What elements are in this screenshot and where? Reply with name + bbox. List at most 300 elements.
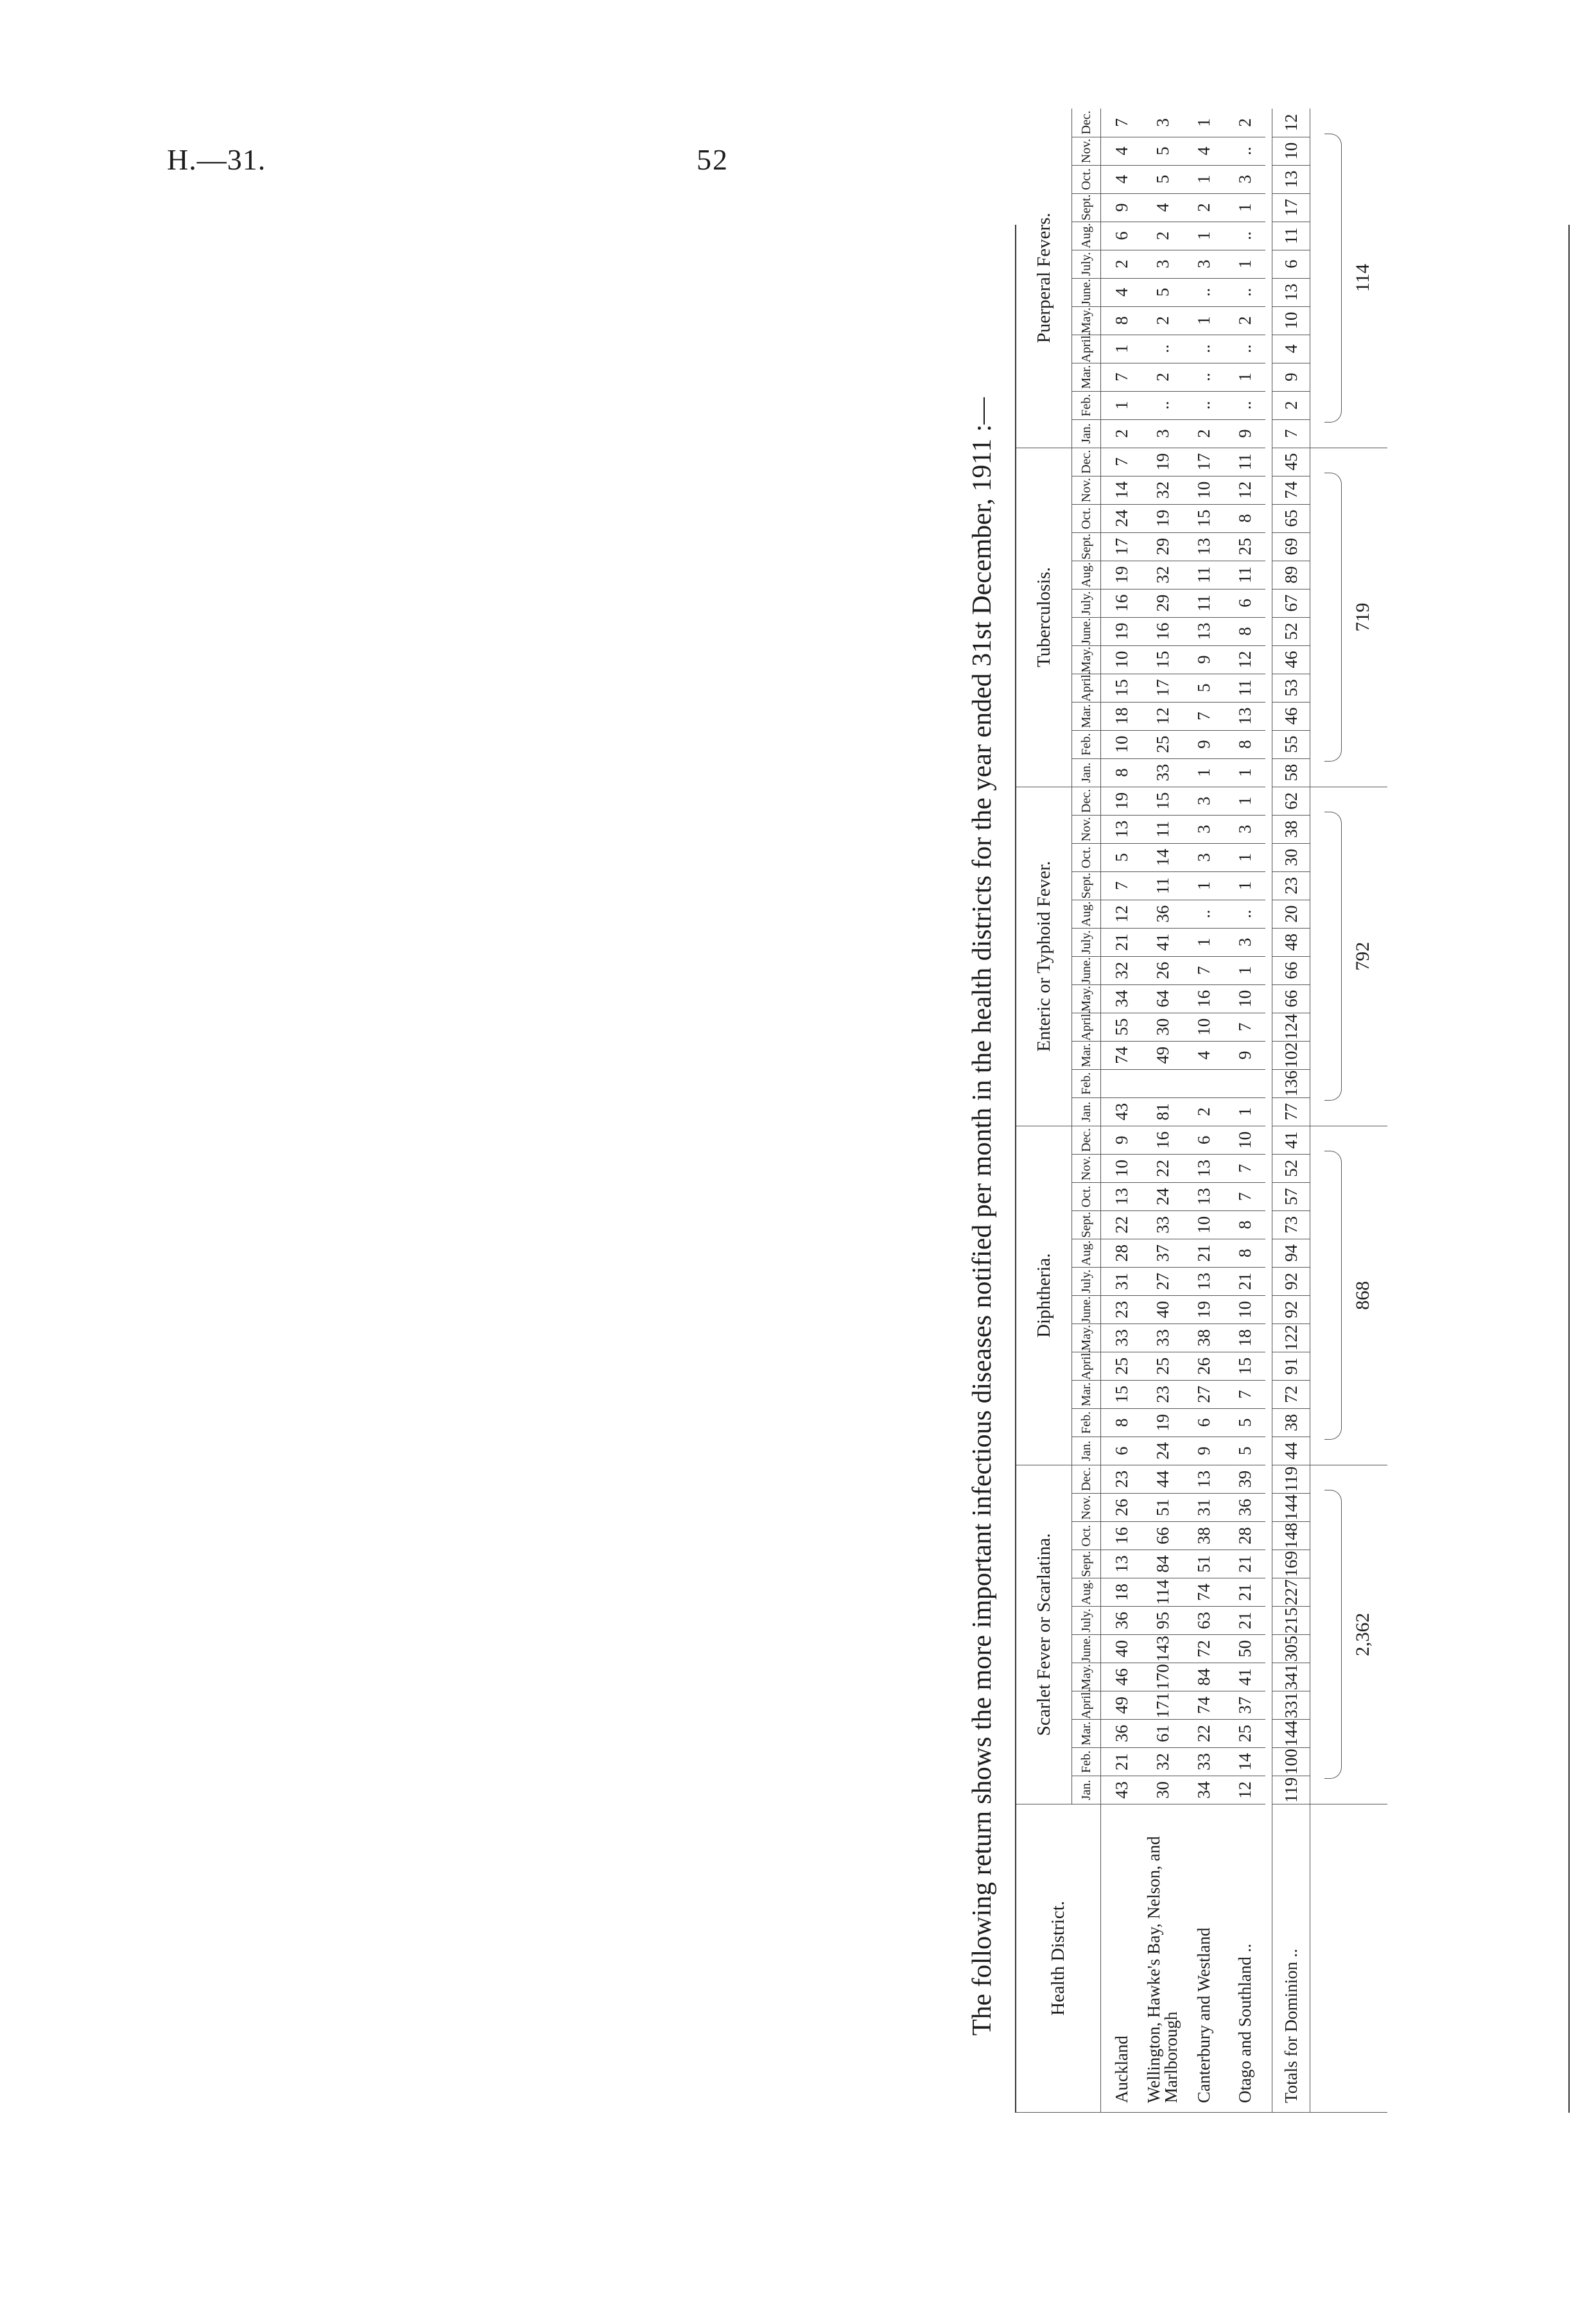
count-cell: 3 <box>1142 419 1183 448</box>
count-cell: 12 <box>1224 645 1265 674</box>
page-number: 52 <box>697 143 729 176</box>
count-cell: 14 <box>1142 843 1183 871</box>
count-cell: 27 <box>1183 1380 1224 1408</box>
count-cell: 13 <box>1183 532 1224 561</box>
count-cell: 305 <box>1272 1635 1310 1663</box>
count-cell: 1 <box>1183 306 1224 335</box>
count-cell: 11 <box>1224 561 1265 589</box>
count-cell: 64 <box>1142 984 1183 1013</box>
count-cell: 92 <box>1272 1295 1310 1323</box>
count-cell: 1 <box>1183 109 1224 137</box>
count-cell: 22 <box>1142 1154 1183 1182</box>
count-cell: 7 <box>1101 363 1143 391</box>
month-header: Jan. <box>1072 1097 1101 1126</box>
count-cell: 13 <box>1183 1154 1224 1182</box>
count-cell: 5 <box>1142 278 1183 306</box>
count-cell: 9 <box>1101 193 1143 222</box>
count-cell: 25 <box>1142 1352 1183 1380</box>
count-cell: 8 <box>1224 730 1265 758</box>
grand-total-value: 114 <box>1351 263 1373 292</box>
count-cell: 92 <box>1272 1267 1310 1295</box>
month-header: Feb. <box>1072 391 1101 419</box>
count-cell: 1 <box>1224 871 1265 900</box>
count-cell: 11 <box>1142 871 1183 900</box>
table-row <box>1142 109 1183 2112</box>
district-name: Otago and Southland .. <box>1224 1804 1265 2113</box>
table-row <box>1101 109 1143 2112</box>
count-cell: 38 <box>1272 815 1310 843</box>
month-header: Dec. <box>1072 1126 1101 1154</box>
count-cell: 77 <box>1272 1097 1310 1126</box>
count-cell: 13 <box>1272 278 1310 306</box>
disease-header: Tuberculosis. <box>1016 448 1072 787</box>
count-cell: 2 <box>1183 193 1224 222</box>
count-cell: .. <box>1224 222 1265 250</box>
count-cell: 7 <box>1224 1182 1265 1210</box>
count-cell: 32 <box>1142 561 1183 589</box>
count-cell: .. <box>1224 900 1265 928</box>
month-header: April. <box>1072 674 1101 702</box>
count-cell: 1 <box>1101 391 1143 419</box>
count-cell: 22 <box>1183 1720 1224 1748</box>
count-cell: 61 <box>1142 1720 1183 1748</box>
count-cell: 46 <box>1272 645 1310 674</box>
month-header: Mar. <box>1072 702 1101 730</box>
count-cell: 31 <box>1101 1267 1143 1295</box>
count-cell: 3 <box>1224 815 1265 843</box>
count-cell: 21 <box>1101 928 1143 956</box>
count-cell: 41 <box>1272 1126 1310 1154</box>
count-cell: 41 <box>1142 928 1183 956</box>
count-cell: 30 <box>1272 843 1310 871</box>
month-header: Mar. <box>1072 363 1101 391</box>
count-cell: 1 <box>1183 758 1224 787</box>
grand-total-cell <box>1310 109 1388 448</box>
count-cell: 21 <box>1183 1239 1224 1267</box>
count-cell: 19 <box>1101 787 1143 815</box>
month-header: Mar. <box>1072 1380 1101 1408</box>
month-header: June. <box>1072 1295 1101 1323</box>
count-cell: 4 <box>1272 335 1310 363</box>
count-cell: 21 <box>1101 1748 1143 1776</box>
count-cell: 30 <box>1142 1776 1183 1804</box>
count-cell: 34 <box>1183 1776 1224 1804</box>
count-cell: 4 <box>1101 165 1143 193</box>
count-cell: 10 <box>1183 476 1224 504</box>
grand-total-value: 792 <box>1351 941 1373 971</box>
count-cell: 18 <box>1101 702 1143 730</box>
count-cell: 17 <box>1101 532 1143 561</box>
count-cell: 3 <box>1183 815 1224 843</box>
month-header: Feb. <box>1072 1748 1101 1776</box>
count-cell: 7 <box>1183 956 1224 984</box>
count-cell: 5 <box>1224 1437 1265 1465</box>
count-cell: 28 <box>1224 1522 1265 1550</box>
month-header: Mar. <box>1072 1720 1101 1748</box>
count-cell: 136 <box>1272 1069 1310 1097</box>
count-cell <box>1224 1069 1265 1097</box>
count-cell: 5 <box>1142 165 1183 193</box>
count-cell: 2 <box>1183 419 1224 448</box>
count-cell: 50 <box>1224 1635 1265 1663</box>
month-header: Dec. <box>1072 787 1101 815</box>
count-cell: 15 <box>1101 674 1143 702</box>
count-cell: 9 <box>1272 363 1310 391</box>
count-cell: 9 <box>1224 419 1265 448</box>
count-cell: 65 <box>1272 504 1310 532</box>
count-cell: 29 <box>1142 532 1183 561</box>
month-header: Jan. <box>1072 758 1101 787</box>
district-name: Wellington, Hawke's Bay, Nelson, and Marlborough <box>1142 1804 1183 2113</box>
count-cell: 16 <box>1142 617 1183 645</box>
count-cell: 25 <box>1142 730 1183 758</box>
count-cell: 170 <box>1142 1663 1183 1691</box>
count-cell: 8 <box>1224 1239 1265 1267</box>
count-cell: 1 <box>1183 222 1224 250</box>
count-cell: 9 <box>1101 1126 1143 1154</box>
count-cell: 45 <box>1272 448 1310 476</box>
count-cell: 73 <box>1272 1210 1310 1239</box>
district-name: Auckland <box>1101 1804 1143 2113</box>
count-cell: 25 <box>1224 1720 1265 1748</box>
count-cell: 10 <box>1272 306 1310 335</box>
count-cell: 4 <box>1142 193 1183 222</box>
count-cell: 67 <box>1272 589 1310 617</box>
month-header: Sept. <box>1072 1550 1101 1578</box>
count-cell: 119 <box>1272 1776 1310 1804</box>
month-header: July. <box>1072 1267 1101 1295</box>
count-cell: 27 <box>1142 1267 1183 1295</box>
month-header: Aug. <box>1072 561 1101 589</box>
count-cell: 13 <box>1101 1182 1143 1210</box>
totals-row <box>1272 109 1310 2112</box>
month-header: Mar. <box>1072 1041 1101 1069</box>
count-cell: .. <box>1224 391 1265 419</box>
count-cell: 72 <box>1183 1635 1224 1663</box>
count-cell: 13 <box>1272 165 1310 193</box>
count-cell: 13 <box>1101 815 1143 843</box>
count-cell: 143 <box>1142 1635 1183 1663</box>
month-header: Nov. <box>1072 815 1101 843</box>
count-cell: 227 <box>1272 1578 1310 1607</box>
count-cell: 3 <box>1224 928 1265 956</box>
month-header: April. <box>1072 1352 1101 1380</box>
count-cell: 7 <box>1224 1380 1265 1408</box>
count-cell: 25 <box>1101 1352 1143 1380</box>
month-header: Oct. <box>1072 843 1101 871</box>
disease-header: Diphtheria. <box>1016 1126 1072 1465</box>
month-header: Sept. <box>1072 193 1101 222</box>
month-header: Oct. <box>1072 504 1101 532</box>
count-cell: 19 <box>1142 448 1183 476</box>
count-cell: 11 <box>1183 561 1224 589</box>
count-cell: 20 <box>1272 900 1310 928</box>
count-cell: 17 <box>1142 674 1183 702</box>
count-cell: 124 <box>1272 1013 1310 1041</box>
count-cell: 24 <box>1142 1182 1183 1210</box>
count-cell: 119 <box>1272 1465 1310 1493</box>
count-cell: 10 <box>1183 1013 1224 1041</box>
grand-total-cell <box>1310 448 1388 787</box>
count-cell: 46 <box>1101 1663 1143 1691</box>
count-cell: 31 <box>1183 1494 1224 1522</box>
count-cell: 341 <box>1272 1663 1310 1691</box>
count-cell: 2 <box>1101 250 1143 278</box>
count-cell: 9 <box>1183 1437 1224 1465</box>
count-cell: .. <box>1183 335 1224 363</box>
count-cell: 26 <box>1183 1352 1224 1380</box>
count-cell: 12 <box>1224 476 1265 504</box>
count-cell: 6 <box>1183 1126 1224 1154</box>
count-cell: 28 <box>1101 1239 1143 1267</box>
month-header: July. <box>1072 928 1101 956</box>
count-cell: 4 <box>1183 137 1224 165</box>
count-cell: 8 <box>1224 1210 1265 1239</box>
count-cell: 72 <box>1272 1380 1310 1408</box>
count-cell: 7 <box>1101 448 1143 476</box>
count-cell: 6 <box>1224 589 1265 617</box>
count-cell: 32 <box>1101 956 1143 984</box>
page-reference: H.—31. <box>167 143 266 176</box>
count-cell: 49 <box>1142 1041 1183 1069</box>
count-cell: 5 <box>1224 1408 1265 1437</box>
grand-total-value: 2,362 <box>1351 1612 1373 1657</box>
count-cell: 23 <box>1272 871 1310 900</box>
count-cell: 4 <box>1101 278 1143 306</box>
count-cell: 15 <box>1224 1352 1265 1380</box>
count-cell: 12 <box>1101 900 1143 928</box>
count-cell: 3 <box>1183 843 1224 871</box>
count-cell: .. <box>1183 278 1224 306</box>
count-cell: 62 <box>1272 787 1310 815</box>
count-cell: 10 <box>1272 137 1310 165</box>
count-cell: 3 <box>1142 109 1183 137</box>
count-cell: 74 <box>1272 476 1310 504</box>
count-cell: 13 <box>1101 1550 1143 1578</box>
count-cell: 19 <box>1101 617 1143 645</box>
count-cell: 58 <box>1272 758 1310 787</box>
count-cell: 10 <box>1101 1154 1143 1182</box>
count-cell: 55 <box>1101 1013 1143 1041</box>
count-cell: 7 <box>1101 109 1143 137</box>
month-header: Sept. <box>1072 1210 1101 1239</box>
count-cell: 21 <box>1224 1607 1265 1635</box>
count-cell: 144 <box>1272 1720 1310 1748</box>
count-cell: 12 <box>1272 109 1310 137</box>
count-cell: 21 <box>1224 1267 1265 1295</box>
count-cell: .. <box>1183 391 1224 419</box>
count-cell: 11 <box>1224 674 1265 702</box>
count-cell: 25 <box>1224 532 1265 561</box>
brace <box>1324 1151 1342 1440</box>
count-cell: 9 <box>1224 1041 1265 1069</box>
count-cell: 19 <box>1183 1295 1224 1323</box>
month-header: Oct. <box>1072 1522 1101 1550</box>
table-frame <box>1015 110 1570 2113</box>
count-cell: 9 <box>1183 730 1224 758</box>
grand-total-cell <box>1310 1465 1388 1804</box>
count-cell: 11 <box>1224 448 1265 476</box>
count-cell: 5 <box>1142 137 1183 165</box>
month-header: May. <box>1072 1323 1101 1352</box>
count-cell: .. <box>1142 391 1183 419</box>
count-cell: 1 <box>1183 165 1224 193</box>
count-cell: .. <box>1183 900 1224 928</box>
month-header: April. <box>1072 1691 1101 1720</box>
count-cell: 8 <box>1224 504 1265 532</box>
count-cell: 36 <box>1142 900 1183 928</box>
count-cell: 15 <box>1142 787 1183 815</box>
month-header: Jan. <box>1072 1776 1101 1804</box>
count-cell: 81 <box>1142 1097 1183 1126</box>
count-cell: 1 <box>1224 758 1265 787</box>
count-cell: 1 <box>1183 871 1224 900</box>
month-header: June. <box>1072 278 1101 306</box>
count-cell: 18 <box>1224 1323 1265 1352</box>
count-cell: 21 <box>1224 1578 1265 1607</box>
count-cell: 9 <box>1183 645 1224 674</box>
month-header: May. <box>1072 1663 1101 1691</box>
district-column-header: Health District. <box>1016 1804 1101 2113</box>
count-cell: 30 <box>1142 1013 1183 1041</box>
count-cell: 94 <box>1272 1239 1310 1267</box>
count-cell: .. <box>1224 335 1265 363</box>
month-header: Sept. <box>1072 871 1101 900</box>
count-cell: 36 <box>1224 1494 1265 1522</box>
spacer-row <box>1265 109 1272 2112</box>
count-cell: 19 <box>1101 561 1143 589</box>
month-header: Sept. <box>1072 532 1101 561</box>
count-cell: 57 <box>1272 1182 1310 1210</box>
month-header: May. <box>1072 984 1101 1013</box>
count-cell: 5 <box>1101 843 1143 871</box>
count-cell: 7 <box>1224 1154 1265 1182</box>
count-cell: 15 <box>1183 504 1224 532</box>
count-cell: 29 <box>1142 589 1183 617</box>
count-cell: 144 <box>1272 1494 1310 1522</box>
count-cell: 41 <box>1224 1663 1265 1691</box>
count-cell: .. <box>1142 335 1183 363</box>
count-cell: 24 <box>1142 1437 1183 1465</box>
count-cell: 1 <box>1183 928 1224 956</box>
month-header: May. <box>1072 645 1101 674</box>
count-cell: 10 <box>1224 1295 1265 1323</box>
count-cell: 33 <box>1142 1323 1183 1352</box>
count-cell: 2 <box>1142 363 1183 391</box>
count-cell: 38 <box>1272 1408 1310 1437</box>
count-cell: 6 <box>1272 250 1310 278</box>
count-cell: 13 <box>1183 1465 1224 1493</box>
count-cell: 66 <box>1142 1522 1183 1550</box>
count-cell: 15 <box>1101 1380 1143 1408</box>
disease-header-row <box>1016 109 1072 2112</box>
count-cell: 34 <box>1101 984 1143 1013</box>
count-cell: .. <box>1224 278 1265 306</box>
count-cell: 33 <box>1183 1748 1224 1776</box>
count-cell: 26 <box>1142 956 1183 984</box>
count-cell: 1 <box>1224 193 1265 222</box>
count-cell: 3 <box>1224 165 1265 193</box>
count-cell: 19 <box>1142 504 1183 532</box>
count-cell: 2 <box>1142 306 1183 335</box>
count-cell: 2 <box>1101 419 1143 448</box>
count-cell: 40 <box>1142 1295 1183 1323</box>
count-cell: 32 <box>1142 1748 1183 1776</box>
count-cell: 3 <box>1183 250 1224 278</box>
count-cell: 1 <box>1224 363 1265 391</box>
month-header: June. <box>1072 956 1101 984</box>
count-cell: 171 <box>1142 1691 1183 1720</box>
month-header: July. <box>1072 250 1101 278</box>
month-header: Jan. <box>1072 419 1101 448</box>
count-cell: 33 <box>1101 1323 1143 1352</box>
grand-total-value: 719 <box>1351 602 1373 632</box>
count-cell: 39 <box>1224 1465 1265 1493</box>
disease-header: Scarlet Fever or Scarlatina. <box>1016 1465 1072 1804</box>
grand-total-value: 868 <box>1351 1280 1373 1310</box>
disease-header: Enteric or Typhoid Fever. <box>1016 787 1072 1126</box>
count-cell: 14 <box>1101 476 1143 504</box>
month-header: Nov. <box>1072 137 1101 165</box>
month-header: Aug. <box>1072 1239 1101 1267</box>
count-cell: 7 <box>1224 1013 1265 1041</box>
month-header: April. <box>1072 335 1101 363</box>
table-caption: The following return shows the more important infectious diseases notified per month in the health districts for the year ended 31st December, 1911 :— <box>967 397 997 2036</box>
count-cell: 19 <box>1142 1408 1183 1437</box>
count-cell: 2 <box>1272 391 1310 419</box>
count-cell: 84 <box>1183 1663 1224 1691</box>
count-cell: 3 <box>1142 250 1183 278</box>
count-cell: 51 <box>1183 1550 1224 1578</box>
count-cell: 10 <box>1183 1210 1224 1239</box>
month-header: Jan. <box>1072 1437 1101 1465</box>
count-cell: 4 <box>1101 137 1143 165</box>
month-header: Nov. <box>1072 1154 1101 1182</box>
count-cell: 10 <box>1224 984 1265 1013</box>
grand-total-cell <box>1310 1126 1388 1465</box>
count-cell: 8 <box>1101 1408 1143 1437</box>
count-cell: 13 <box>1183 1267 1224 1295</box>
count-cell: 44 <box>1272 1437 1310 1465</box>
count-cell: 1 <box>1224 250 1265 278</box>
rotated-table-block <box>954 110 1596 2113</box>
count-cell: 22 <box>1101 1210 1143 1239</box>
count-cell: 16 <box>1183 984 1224 1013</box>
count-cell: 49 <box>1101 1691 1143 1720</box>
count-cell: 1 <box>1224 843 1265 871</box>
brace <box>1324 812 1342 1101</box>
count-cell: 15 <box>1142 645 1183 674</box>
month-header: Feb. <box>1072 730 1101 758</box>
count-cell: 17 <box>1183 448 1224 476</box>
month-header: Aug. <box>1072 900 1101 928</box>
district-name: Canterbury and Westland <box>1183 1804 1224 2113</box>
count-cell: 12 <box>1224 1776 1265 1804</box>
count-cell: 7 <box>1101 871 1143 900</box>
count-cell: 36 <box>1101 1720 1143 1748</box>
brace <box>1324 1490 1342 1779</box>
count-cell: 331 <box>1272 1691 1310 1720</box>
count-cell: .. <box>1183 363 1224 391</box>
count-cell: 14 <box>1224 1748 1265 1776</box>
count-cell: 21 <box>1224 1550 1265 1578</box>
month-header: Dec. <box>1072 448 1101 476</box>
count-cell: 7 <box>1272 419 1310 448</box>
count-cell: 52 <box>1272 617 1310 645</box>
month-header: July. <box>1072 589 1101 617</box>
count-cell: 11 <box>1183 589 1224 617</box>
month-header: June. <box>1072 1635 1101 1663</box>
